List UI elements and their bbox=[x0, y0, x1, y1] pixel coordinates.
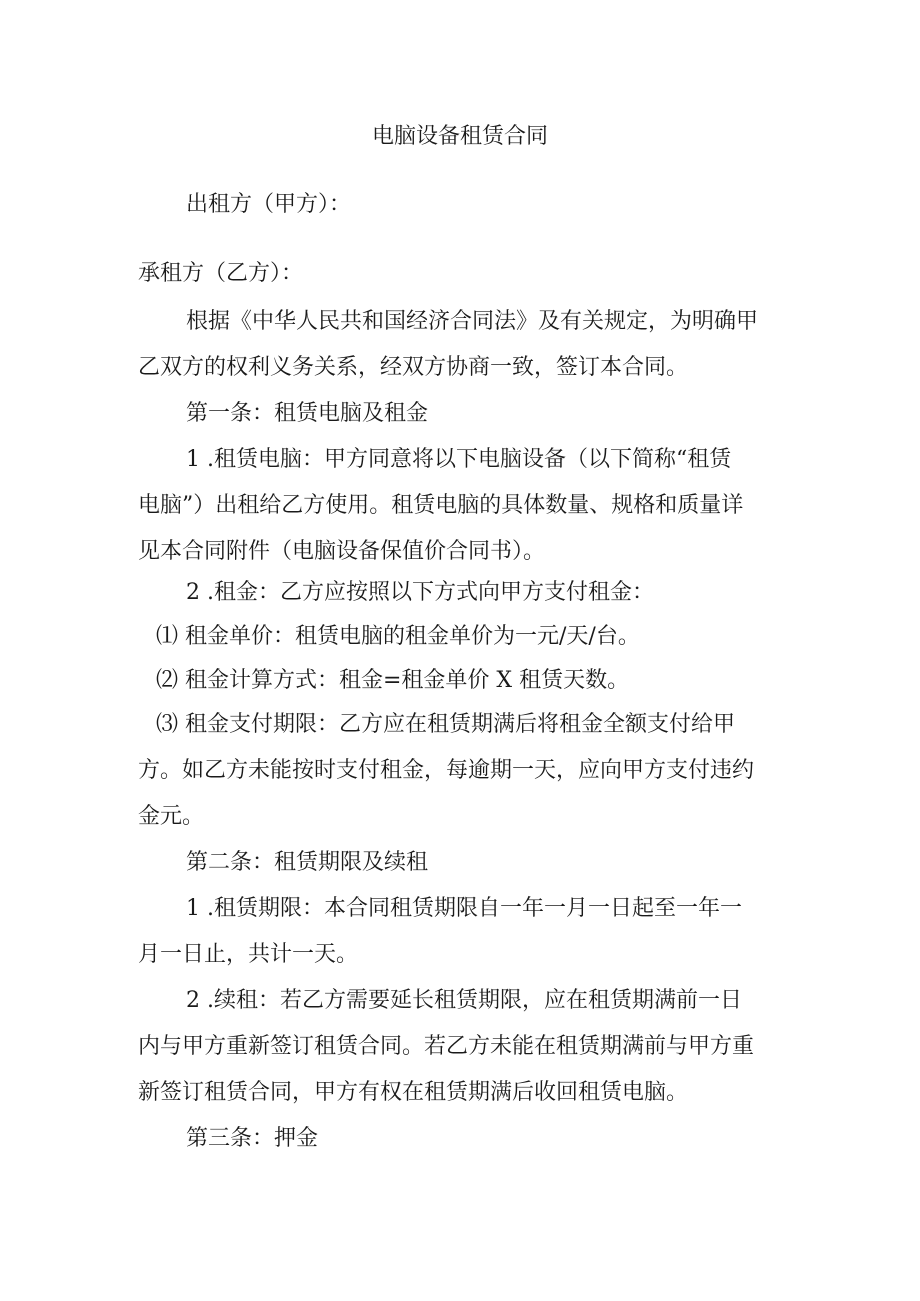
preamble-line-2: 乙双方的权利义务关系，经双方协商一致，签订本合同。 bbox=[138, 355, 689, 380]
article-2-heading: 第二条：租赁期限及续租 bbox=[186, 850, 429, 875]
article-1-item-2: 2 .租金：乙方应按照以下方式向甲方支付租金： bbox=[186, 580, 654, 605]
document-title: 电脑设备租赁合同 bbox=[371, 124, 548, 149]
article-2-item-2-line-3: 新签订租赁合同，甲方有权在租赁期满后收回租赁电脑。 bbox=[138, 1080, 689, 1105]
article-3-heading: 第三条：押金 bbox=[186, 1126, 319, 1151]
rent-unit-price: ⑴ 租金单价：租赁电脑的租金单价为一元/天/台。 bbox=[156, 624, 640, 649]
article-1-item-1-line-1: 1 .租赁电脑：甲方同意将以下电脑设备（以下简称“租赁 bbox=[186, 447, 732, 472]
article-1-heading: 第一条：租赁电脑及租金 bbox=[186, 401, 429, 426]
article-1-item-1-line-2: 电脑”）出租给乙方使用。租赁电脑的具体数量、规格和质量详 bbox=[138, 493, 744, 518]
lessee-line: 承租方（乙方）： bbox=[138, 261, 304, 286]
article-2-item-1-line-2: 月一日止，共计一天。 bbox=[138, 942, 359, 967]
article-2-item-1-line-1: 1 .租赁期限：本合同租赁期限自一年一月一日起至一年一 bbox=[186, 896, 742, 921]
rent-calculation: ⑵ 租金计算方式：租金=租金单价 X 租赁天数。 bbox=[156, 668, 630, 693]
rent-payment-line-3: 金元。 bbox=[138, 804, 205, 829]
preamble-line-1: 根据《中华人民共和国经济合同法》及有关规定，为明确甲 bbox=[186, 309, 759, 334]
article-2-item-2-line-1: 2 .续租：若乙方需要延长租赁期限，应在租赁期满前一日 bbox=[186, 988, 742, 1013]
article-2-item-2-line-2: 内与甲方重新签订租赁合同。若乙方未能在租赁期满前与甲方重 bbox=[138, 1034, 755, 1059]
rent-payment-line-1: ⑶ 租金支付期限：乙方应在租赁期满后将租金全额支付给甲 bbox=[156, 712, 735, 737]
rent-payment-line-2: 方。如乙方未能按时支付租金，每逾期一天，应向甲方支付违约 bbox=[138, 758, 755, 783]
article-1-item-1-line-3: 见本合同附件（电脑设备保值价合同书）。 bbox=[138, 539, 546, 564]
lessor-line: 出租方（甲方）： bbox=[186, 192, 352, 217]
